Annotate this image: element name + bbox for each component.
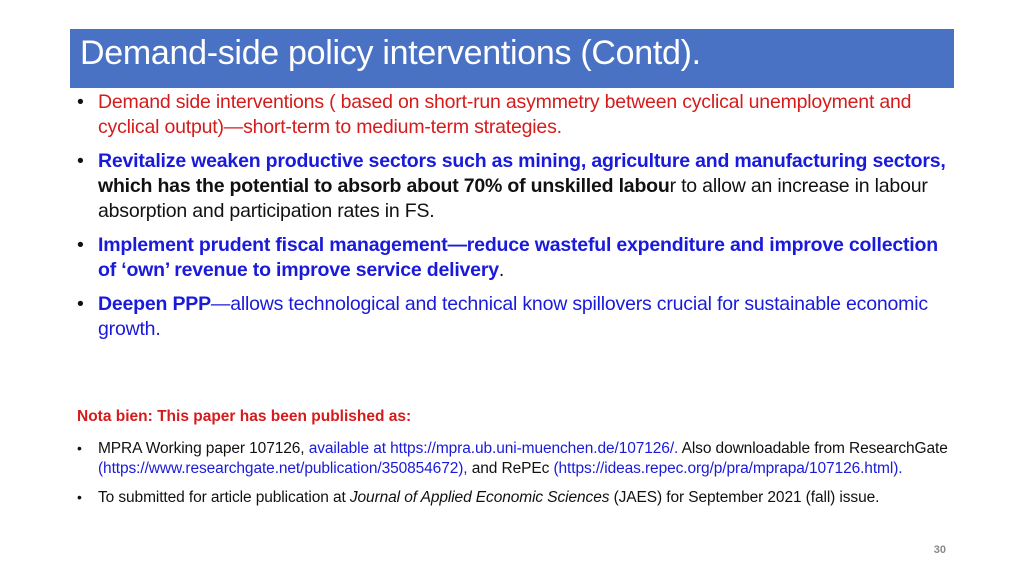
mpra-link[interactable]: available at https://mpra.ub.uni-muenchen.de/107126/.	[308, 440, 679, 457]
bullet-icon: •	[77, 234, 84, 256]
bullet-icon: •	[77, 489, 82, 505]
bullet-icon: •	[77, 91, 84, 113]
bullet-emphasis-black: which has the potential to absorb about 70% of unskilled labou	[98, 175, 670, 197]
bullet-item-revitalize	[77, 149, 957, 224]
reference-text: To submitted for article publication at	[98, 489, 350, 506]
reference-text: and RePEc	[467, 459, 554, 477]
title-bar	[70, 29, 954, 88]
nota-bene-heading: Nota bien: This paper has been published as:	[77, 408, 412, 425]
reference-list	[77, 439, 957, 518]
bullet-text: .	[498, 259, 505, 281]
reference-text: Also downloadable from ResearchGate	[678, 440, 948, 457]
journal-name: Journal of Applied Economic Sciences	[349, 489, 610, 506]
bullet-item-ppp	[77, 292, 957, 342]
bullet-icon: •	[77, 293, 84, 315]
bullet-text: —allows technological and technical know spillovers crucial for sustainable economic growth.	[98, 293, 928, 340]
bullet-item-demand-side	[77, 90, 957, 140]
bullet-emphasis: Revitalize weaken productive sectors such as mining, agriculture and manufacturing sectors,	[98, 150, 946, 172]
reference-text: MPRA Working paper 107126,	[98, 440, 309, 457]
reference-item-jaes	[77, 488, 957, 508]
page-number: 30	[933, 544, 946, 556]
reference-item-mpra	[77, 439, 957, 478]
bullet-text: r to allow an increase in labour absorption and participation rates in FS.	[98, 175, 928, 222]
bullet-emphasis: Deepen PPP	[98, 293, 211, 315]
bullet-list	[77, 90, 957, 351]
repec-link[interactable]: (https://ideas.repec.org/p/pra/mprapa/107126.html).	[553, 459, 903, 477]
bullet-text: Demand side interventions ( based on short-run asymmetry between cyclical unemployment and cyclical output)—short-term to medium-term strategies.	[98, 91, 912, 138]
slide-title: Demand-side policy interventions (Contd).	[80, 34, 701, 72]
bullet-icon: •	[77, 150, 84, 172]
bullet-emphasis: Implement prudent fiscal management—reduce wasteful expenditure and improve collection of ‘own’ revenue to improve service delivery	[98, 234, 938, 281]
bullet-icon: •	[77, 440, 82, 456]
reference-text: (JAES) for September 2021 (fall) issue.	[609, 489, 880, 506]
bullet-item-fiscal	[77, 233, 957, 283]
researchgate-link[interactable]: (https://www.researchgate.net/publication/350854672),	[98, 459, 468, 477]
